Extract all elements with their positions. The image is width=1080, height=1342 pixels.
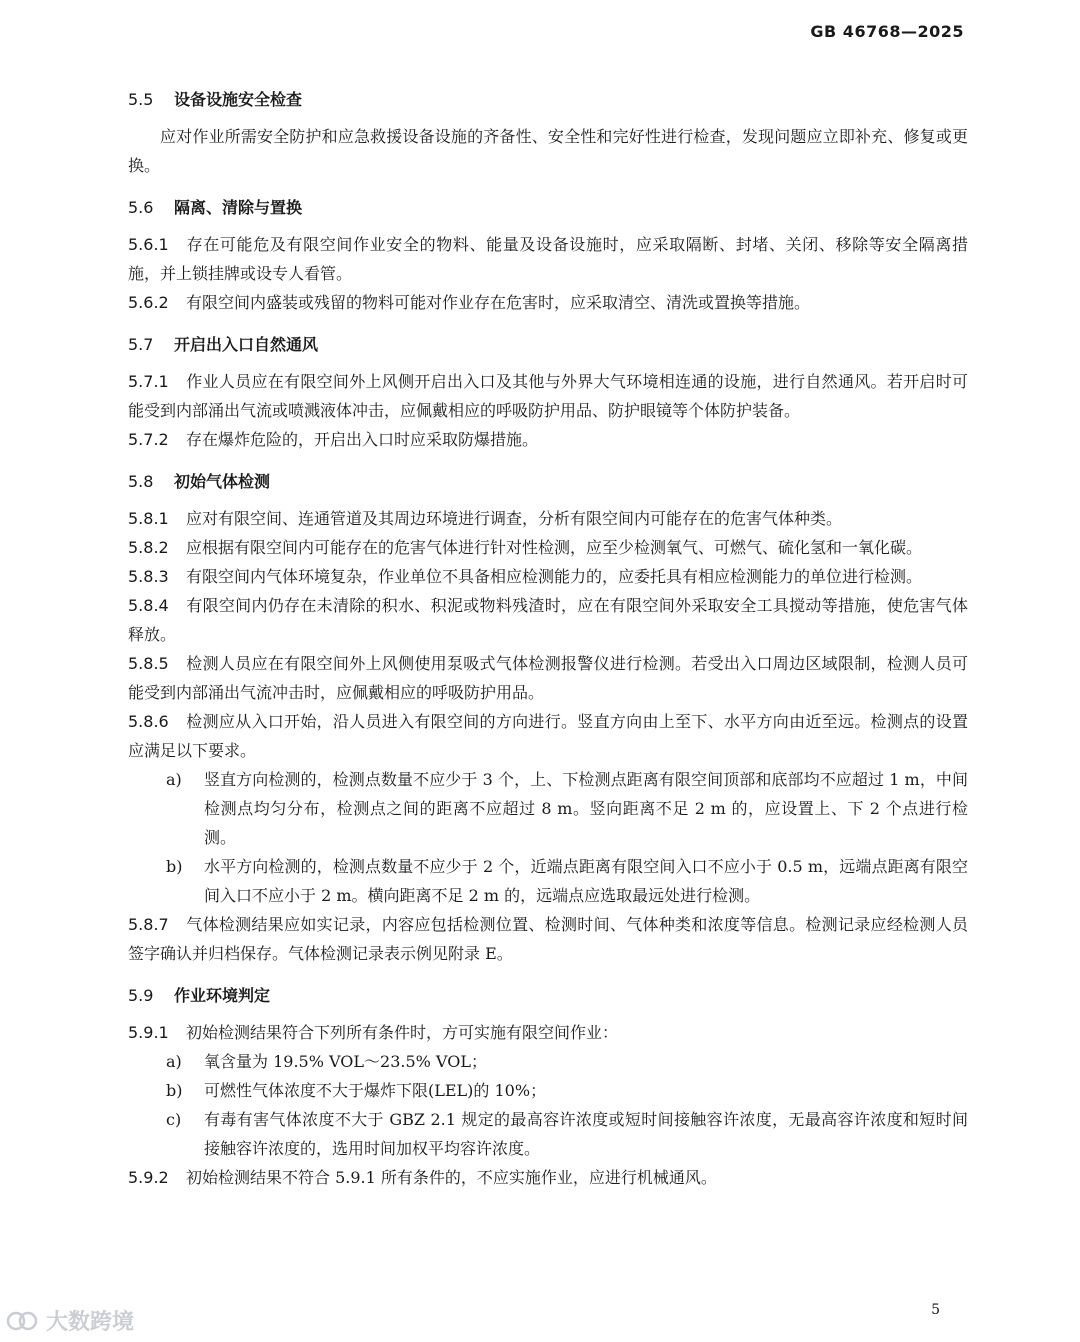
clause-number: 5.9.1 xyxy=(128,1023,169,1042)
list-item-label: b) xyxy=(166,1081,183,1100)
clause-number: 5.8.6 xyxy=(128,712,169,731)
list-item xyxy=(128,852,968,910)
section-number: 5.9 xyxy=(128,986,154,1005)
clause-text: 气体检测结果应如实记录，内容应包括检测位置、检测时间、气体种类和浓度等信息。检测记录应经检测人员签字确认并归档保存。气体检测记录表示例见附录 E。 xyxy=(128,915,968,963)
section-number: 5.7 xyxy=(128,335,154,354)
clause-number: 5.9.2 xyxy=(128,1168,169,1187)
watermark xyxy=(6,1305,134,1336)
clause-number: 5.8.7 xyxy=(128,915,169,934)
clause-text: 作业人员应在有限空间外上风侧开启出入口及其他与外界大气环境相连通的设施，进行自然通风。若开启时可能受到内部涌出气流或喷溅液体冲击，应佩戴相应的呼吸防护用品、防护眼镜等个体防护装备。 xyxy=(128,372,968,420)
clause xyxy=(128,504,968,533)
list-item-text: 有毒有害气体浓度不大于 GBZ 2.1 规定的最高容许浓度或短时间接触容许浓度，无最高容许浓度和短时间接触容许浓度的，选用时间加权平均容许浓度。 xyxy=(204,1110,968,1158)
section-heading xyxy=(128,331,968,359)
clause-number: 5.6.2 xyxy=(128,293,169,312)
section-heading xyxy=(128,468,968,496)
section-paragraph: 应对作业所需安全防护和应急救援设备设施的齐备性、安全性和完好性进行检查，发现问题应立即补充、修复或更换。 xyxy=(128,127,968,175)
list-item-label: a) xyxy=(166,1052,182,1071)
clause-text: 初始检测结果符合下列所有条件时，方可实施有限空间作业： xyxy=(186,1023,619,1042)
clause xyxy=(128,649,968,707)
clause xyxy=(128,910,968,968)
clause xyxy=(128,230,968,288)
clause xyxy=(128,533,968,562)
section-heading xyxy=(128,86,968,114)
section-title: 初始气体检测 xyxy=(174,472,271,491)
clause xyxy=(128,591,968,649)
section-number: 5.8 xyxy=(128,472,154,491)
page-number: 5 xyxy=(931,1302,940,1318)
list-item-label: c) xyxy=(166,1110,182,1129)
list-item xyxy=(128,1105,968,1163)
watermark-logo-icon xyxy=(6,1308,40,1334)
list-item-text: 竖直方向检测的，检测点数量不应少于 3 个，上、下检测点距离有限空间顶部和底部均不应超过 1 m，中间检测点均匀分布，检测点之间的距离不应超过 8 m。竖向距离不足 2 m 的，应设置上、下 2 个点进行检测。 xyxy=(204,770,968,847)
list-item xyxy=(128,765,968,852)
section-number: 5.6 xyxy=(128,198,154,217)
list-item-label: a) xyxy=(166,770,182,789)
clause xyxy=(128,562,968,591)
clause xyxy=(128,1163,968,1192)
clause-number: 5.8.1 xyxy=(128,509,169,528)
section-number: 5.5 xyxy=(128,90,154,109)
list-item-text: 氧含量为 19.5% VOL～23.5% VOL； xyxy=(204,1052,487,1071)
section-title: 隔离、清除与置换 xyxy=(174,198,303,217)
clause-text: 有限空间内气体环境复杂，作业单位不具备相应检测能力的，应委托具有相应检测能力的单位进行检测。 xyxy=(186,567,923,586)
section-heading xyxy=(128,194,968,222)
list-item-text: 水平方向检测的，检测点数量不应少于 2 个，近端点距离有限空间入口不应小于 0.5 m，远端点距离有限空间入口不应小于 2 m。横向距离不足 2 m 的，远端点应选取最远处进行检测。 xyxy=(204,857,968,905)
clause xyxy=(128,288,968,317)
clause-text: 有限空间内盛装或残留的物料可能对作业存在危害时，应采取清空、清洗或置换等措施。 xyxy=(186,293,811,312)
clause-text: 初始检测结果不符合 5.9.1 所有条件的，不应实施作业，应进行机械通风。 xyxy=(186,1168,717,1187)
clause-text: 存在爆炸危险的，开启出入口时应采取防爆措施。 xyxy=(186,430,539,449)
list-item-text: 可燃性气体浓度不大于爆炸下限(LEL)的 10%； xyxy=(204,1081,547,1100)
clause-number: 5.7.1 xyxy=(128,372,169,391)
clause xyxy=(128,425,968,454)
list-item-label: b) xyxy=(166,857,183,876)
section-heading xyxy=(128,982,968,1010)
clause xyxy=(128,367,968,425)
section-title: 作业环境判定 xyxy=(174,986,271,1005)
clause-number: 5.7.2 xyxy=(128,430,169,449)
watermark-text: 大数跨境 xyxy=(46,1310,135,1335)
clause-number: 5.8.2 xyxy=(128,538,169,557)
clause-text: 应对有限空间、连通管道及其周边环境进行调查，分析有限空间内可能存在的危害气体种类。 xyxy=(186,509,843,528)
clause-text: 检测应从入口开始，沿人员进入有限空间的方向进行。竖直方向由上至下、水平方向由近至远。检测点的设置应满足以下要求。 xyxy=(128,712,968,760)
list-item xyxy=(128,1076,968,1105)
section-title: 开启出入口自然通风 xyxy=(174,335,319,354)
clause-number: 5.8.3 xyxy=(128,567,169,586)
clause-text: 检测人员应在有限空间外上风侧使用泵吸式气体检测报警仪进行检测。若受出入口周边区域限制，检测人员可能受到内部涌出气流冲击时，应佩戴相应的呼吸防护用品。 xyxy=(128,654,968,702)
clause xyxy=(128,707,968,765)
clause-text: 存在可能危及有限空间作业安全的物料、能量及设备设施时，应采取隔断、封堵、关闭、移除等安全隔离措施，并上锁挂牌或设专人看管。 xyxy=(128,235,968,283)
section-title: 设备设施安全检查 xyxy=(174,90,303,109)
standard-code: GB 46768—2025 xyxy=(810,22,964,41)
clause-number: 5.8.5 xyxy=(128,654,169,673)
clause-text: 有限空间内仍存在未清除的积水、积泥或物料残渣时，应在有限空间外采取安全工具搅动等措施，使危害气体释放。 xyxy=(128,596,968,644)
list-item xyxy=(128,1047,968,1076)
clause-number: 5.6.1 xyxy=(128,235,169,254)
clause-number: 5.8.4 xyxy=(128,596,169,615)
document-body xyxy=(128,86,968,1192)
clause xyxy=(128,1018,968,1047)
clause-text: 应根据有限空间内可能存在的危害气体进行针对性检测，应至少检测氧气、可燃气、硫化氢和一氧化碳。 xyxy=(186,538,923,557)
